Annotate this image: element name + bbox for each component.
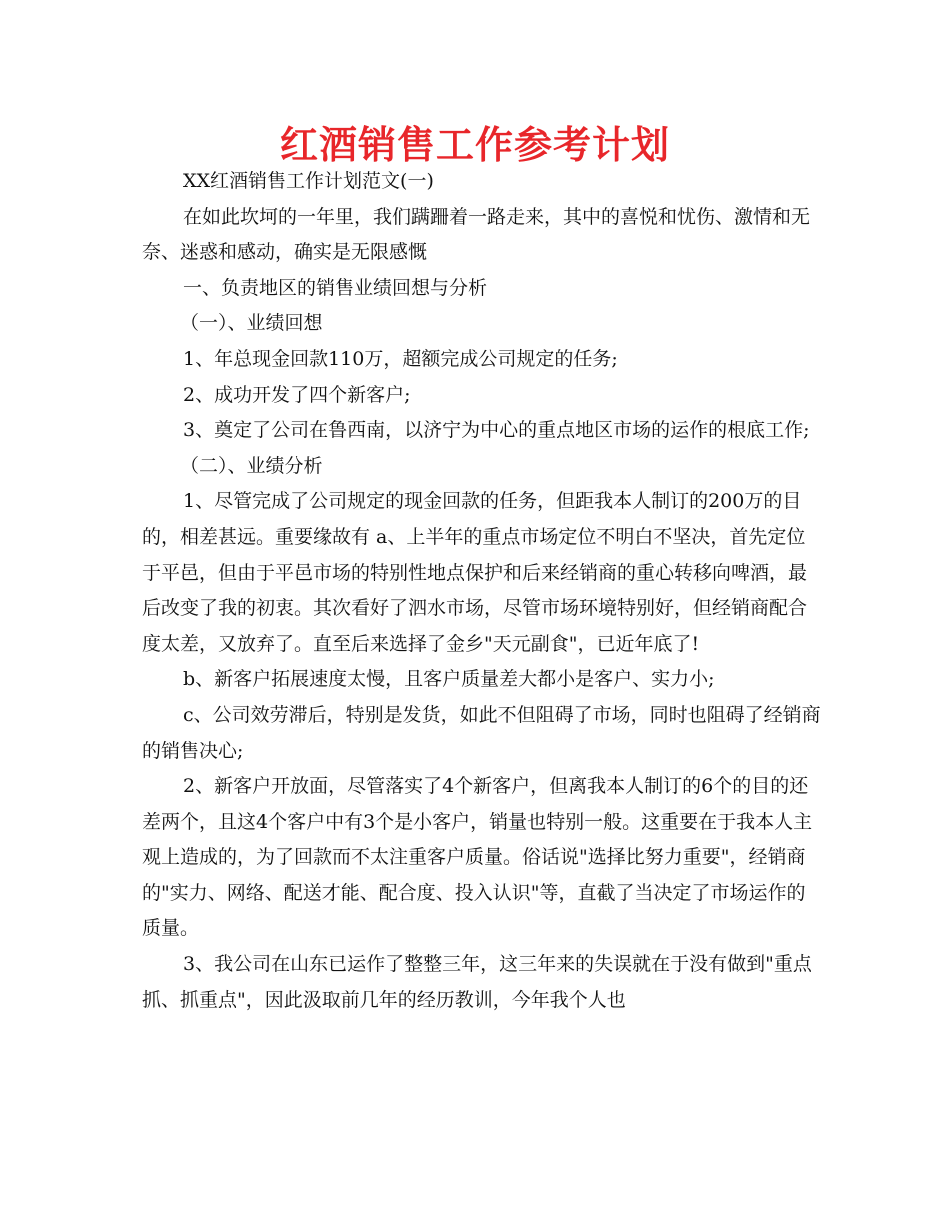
paragraph-item-3: 3、奠定了公司在鲁西南，以济宁为中心的重点地区市场的运作的根底工作; bbox=[183, 419, 810, 442]
paragraph-analysis-2: 2、新客户开放面，尽管落实了4个新客户，但离我本人制订的6个的目的还差两个，且这4个客户中有3个是小客户，销量也特别一般。这重要在于我本人主观上造成的，为了回款而不太注重客户质量。俗话说"选择比努力重要"，经销商的"实力、网络、配送才能、配合度、投入认识"等，直截了当决定了市场运作的质量。 bbox=[142, 775, 813, 940]
paragraph-item-1: 1、年总现金回款110万，超额完成公司规定的任务; bbox=[183, 347, 618, 370]
paragraph-item-2: 2、成功开发了四个新客户; bbox=[183, 383, 411, 406]
paragraph-analysis-1: 1、尽管完成了公司规定的现金回款的任务，但距我本人制订的200万的目的，相差甚远。重要缘故有 a、上半年的重点市场定位不明白不坚决，首先定位于平邑，但由于平邑市场的特别性地点保护和后来经销商的重心转移向啤酒，最后改变了我的初衷。其次看好了泗水市场，尽管市场环境特别好，但经销商配合度太差，又放弃了。直至后来选择了金乡"天元副食"，已近年底了! bbox=[142, 490, 808, 655]
paragraph-analysis-b: b、新客户拓展速度太慢，且客户质量差大都小是客户、实力小; bbox=[183, 668, 715, 691]
paragraph-analysis-3: 3、我公司在山东已运作了整整三年，这三年来的失误就在于没有做到"重点抓、抓重点"，因此汲取前几年的经历教训，今年我个人也 bbox=[142, 953, 812, 1011]
section-heading-1: 一、负责地区的销售业绩回想与分析 bbox=[183, 276, 488, 299]
document-title: 红酒销售工作参考计划 bbox=[279, 123, 670, 167]
paragraph-subtitle: XX红酒销售工作计划范文(一) bbox=[183, 170, 434, 192]
paragraph-analysis-c: c、公司效劳滞后，特别是发货，如此不但阻碍了市场，同时也阻碍了经销商的销售决心; bbox=[142, 703, 821, 762]
subsection-heading-2: （二）、业绩分析 bbox=[180, 454, 323, 477]
subsection-heading-1: （一）、业绩回想 bbox=[180, 312, 323, 335]
document-body bbox=[142, 164, 822, 1018]
paragraph-intro: 在如此坎坷的一年里，我们蹒跚着一路走来，其中的喜悦和忧伤、激情和无奈、迷惑和感动，确实是无限感慨 bbox=[142, 205, 811, 264]
